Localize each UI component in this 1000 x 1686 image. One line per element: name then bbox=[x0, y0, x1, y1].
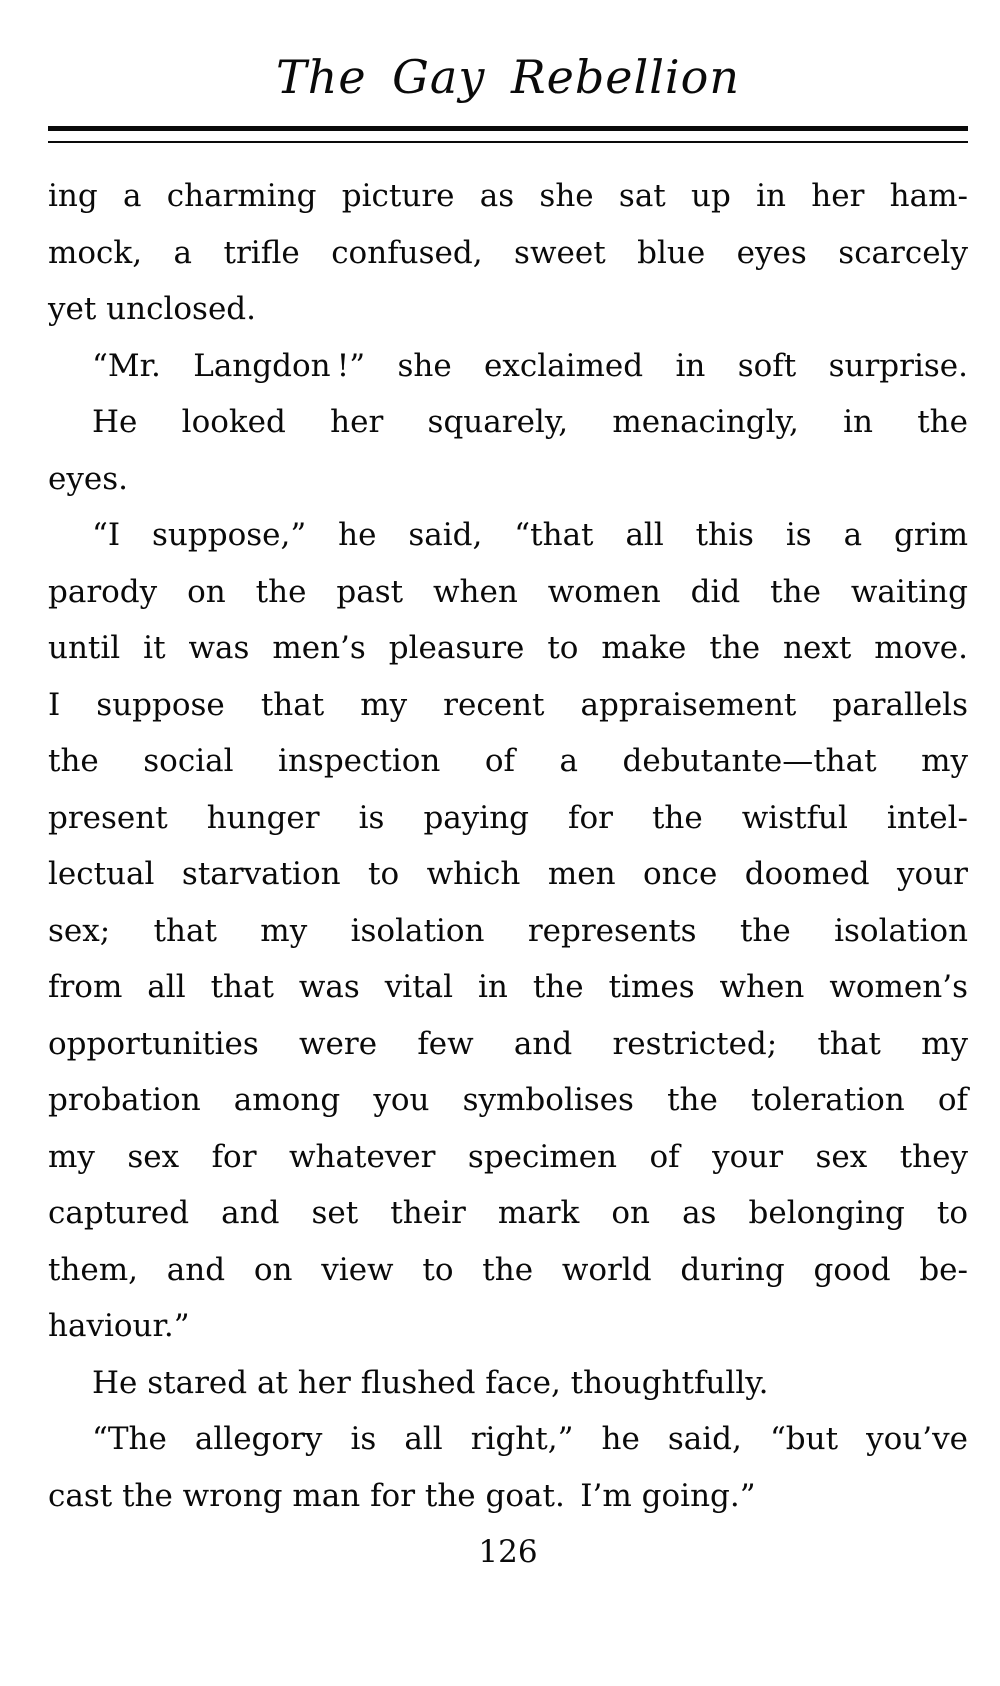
text-line: cast the wrong man for the goat. I’m going.” bbox=[48, 1477, 756, 1514]
paragraph bbox=[48, 338, 968, 395]
text-line: “The allegory is all right,” he said, “but you’ve bbox=[92, 1421, 968, 1457]
paragraph bbox=[48, 1355, 968, 1412]
text-line: eyes. bbox=[48, 460, 128, 497]
text-line: until it was men’s pleasure to make the next move. bbox=[48, 630, 968, 666]
header-rule-thin bbox=[48, 141, 968, 143]
page-number: 126 bbox=[478, 1534, 538, 1570]
text-line: haviour.” bbox=[48, 1308, 190, 1344]
text-line: the social inspection of a debutante—that my bbox=[48, 743, 968, 779]
header-rule-thick bbox=[48, 126, 968, 131]
text-line: ing a charming picture as she sat up in her ham- bbox=[48, 178, 968, 214]
text-line: parody on the past when women did the waiting bbox=[48, 573, 968, 610]
text-line: He looked her squarely, menacingly, in the bbox=[92, 404, 968, 440]
text-line: captured and set their mark on as belonging to bbox=[48, 1195, 968, 1231]
text-line: opportunities were few and restricted; that my bbox=[48, 1025, 968, 1062]
text-line: from all that was vital in the times when women’s bbox=[48, 969, 968, 1005]
text-line: “Mr. Langdon !” she exclaimed in soft surprise. bbox=[92, 347, 968, 384]
paragraph bbox=[48, 168, 968, 338]
text-line: I suppose that my recent appraisement parallels bbox=[48, 686, 968, 723]
text-line: He stared at her flushed face, thoughtfully. bbox=[92, 1364, 769, 1401]
text-line: probation among you symbolises the toleration of bbox=[48, 1082, 968, 1118]
paragraph bbox=[48, 394, 968, 507]
text-line: “I suppose,” he said, “that all this is a grim bbox=[92, 517, 968, 553]
text-body bbox=[48, 168, 968, 1524]
text-line: lectual starvation to which men once doomed your bbox=[48, 856, 968, 892]
paragraph bbox=[48, 1411, 968, 1524]
paragraph bbox=[48, 507, 968, 1355]
text-line: present hunger is paying for the wistful intel- bbox=[48, 799, 968, 836]
text-line: them, and on view to the world during good be- bbox=[48, 1251, 968, 1288]
text-line: yet unclosed. bbox=[48, 291, 256, 327]
text-line: sex; that my isolation represents the isolation bbox=[48, 912, 968, 949]
text-line: my sex for whatever specimen of your sex they bbox=[48, 1138, 968, 1175]
text-line: mock, a trifle confused, sweet blue eyes scarcely bbox=[48, 234, 968, 271]
running-head-title: The Gay Rebellion bbox=[276, 50, 740, 104]
